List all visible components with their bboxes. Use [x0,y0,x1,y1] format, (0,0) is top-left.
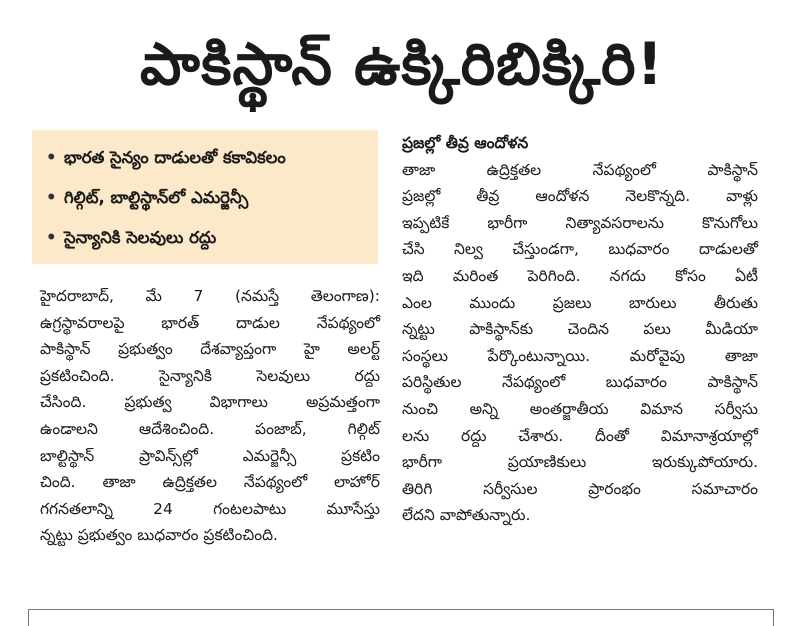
article-line: తాజా ఉద్రిక్తతల నేపథ్యంలో పాకిస్థాన్ [402,160,758,179]
bullet-icon: • [46,188,57,207]
article-line: ఎంల ముందు ప్రజలు బారులు తీరుతు [402,293,758,312]
section-subhead: ప్రజల్లో తీవ్ర ఆందోళన [402,134,529,152]
highlight-item [46,178,378,218]
article-line: తిరిగి సర్వీసుల ప్రారంభం సమాచారం [402,479,758,498]
article-line: పరిస్థితుల నేపథ్యంలో బుధవారం పాకిస్థాన్ [402,373,758,392]
article-line: చేసి నిల్వ చేస్తుండగా, బుధవారం దాడులతో [402,240,758,259]
headline: పాకిస్థాన్ ఉక్కిరిబిక్కిరి! [140,30,664,98]
highlight-text: సైన్యానికి సెలవులు రద్దు [64,228,217,247]
article-line: భారీగా ప్రయాణికులు ఇరుక్కుపోయారు. [402,453,758,472]
article-line: ఉగ్రస్థావరాలపై భారత్ దాడుల నేపథ్యంలో [40,313,380,332]
highlight-text: భారత సైన్యం దాడులతో కకావికలం [64,148,286,167]
article-line: లేదని వాపోతున్నారు. [402,506,531,525]
highlight-item [46,138,378,178]
article-line: న్నట్టు పాకిస్థాన్‌కు చెందిన పలు మీడియా [402,320,758,339]
article-line: న్నట్టు ప్రభుత్వం బుధవారం ప్రకటించింది. [40,526,278,545]
bullet-icon: • [46,228,57,247]
highlight-text: గిల్గిట్, బాల్టిస్థాన్‌లో ఎమర్జెన్సీ [64,188,249,207]
highlight-item [46,218,378,258]
article-line: గగనతలాన్ని 24 గంటలపాటు మూసేస్తు [40,499,380,518]
article-line: లను రద్దు చేశారు. దీంతో విమానాశ్రయాల్లో [402,426,758,445]
article-line: బాల్టిస్థాన్ ప్రావిన్స్‌ల్లో ఎమర్జెన్సీ ప్రకటిం [40,446,380,465]
highlights-list [32,130,378,258]
article-line: ఇది మరింత పెరిగింది. నగదు కోసం ఏటీ [402,266,758,285]
article-line: ప్రకటించింది. సైన్యానికి సెలవులు రద్దు [40,366,380,385]
article-right-column [402,130,758,529]
article-line: ఇప్పటికే భారీగా నిత్యావసరాలను కొనుగోలు [402,213,758,232]
article-left-column [40,283,380,549]
highlights-box [32,130,378,264]
article-line: సంస్థలు పేర్కొంటున్నాయి. మరోవైపు తాజా [402,346,758,365]
article-line: పాకిస్థాన్ ప్రభుత్వం దేశవ్యాప్తంగా హై అలర్ట్ [40,340,380,359]
article-line: ఉండాలని ఆదేశించింది. పంజాబ్, గిల్గిట్ [40,419,380,438]
article-line: చింది. తాజా ఉద్రిక్తతల నేపథ్యంలో లాహోర్ [40,473,380,492]
bullet-icon: • [46,148,57,167]
article-line: హైదరాబాద్, మే 7 (నమస్తే తెలంగాణ): [40,287,380,305]
article-line: చేసింది. ప్రభుత్వ విభాగాలు అప్రమత్తంగా [40,393,380,412]
article-line: నుంచి అన్ని అంతర్జాతీయ విమాన సర్వీసు [402,399,758,418]
bottom-border [28,609,774,626]
article-line: ప్రజల్లో తీవ్ర ఆందోళన నెలకొన్నది. వాళ్లు [402,187,758,206]
